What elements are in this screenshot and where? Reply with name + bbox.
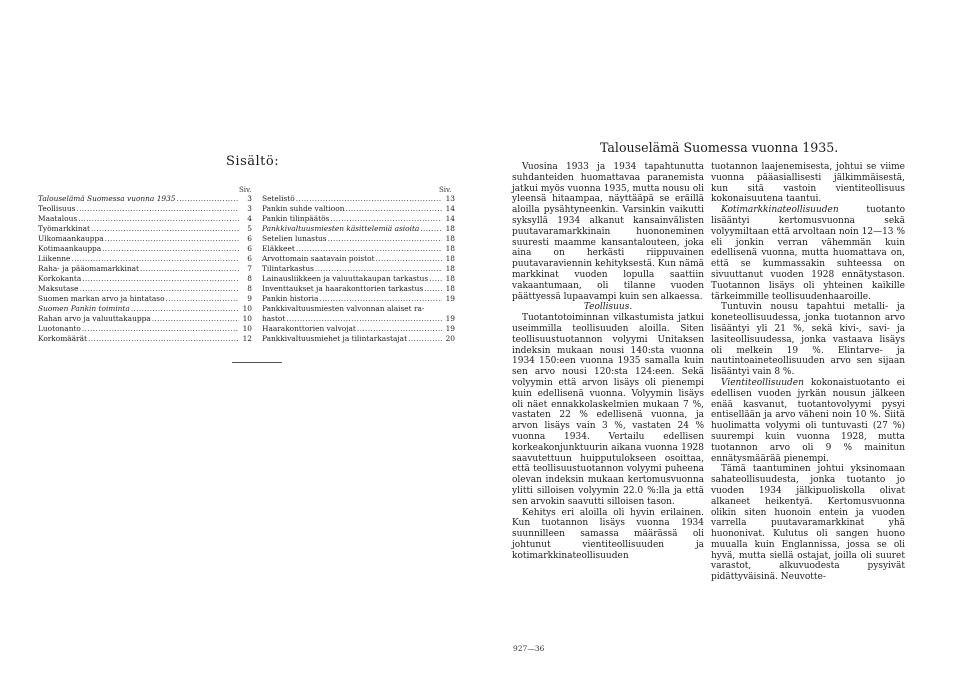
toc-entry-page: 18 <box>445 224 455 233</box>
col2-paragraph-5: Tämä taantuminen johtui yksinomaan sahateollisuudesta, jonka tuotanto jo vuoden 1934 jälkipuoliskolla olivat alkaneet heikentyä. Kertomusvuonna olikin siten huonoin entein ja vuoden varrella puutavaramarkkinat yhä huononivat. Kulutus oli sangen huono muualla kuin Englannissa, jossa se oli hyvä, mutta siellä ostajat, joilla oli suuret varastot, alkuvuodesta pysyivät pidättyväisinä. Neuvotte- <box>711 464 905 583</box>
toc-leader-dots <box>330 214 442 224</box>
toc-entry-page: 7 <box>247 264 252 273</box>
toc-entry <box>38 234 252 244</box>
toc-entry-label: Tilintarkastus <box>262 264 314 273</box>
toc-entry-page: 10 <box>242 314 252 323</box>
toc-entry-label: Pankkivaltuusmiesten käsittelemiä asioita <box>262 224 420 233</box>
toc-entry <box>38 304 252 314</box>
toc-leader-dots <box>357 324 442 334</box>
toc-entry <box>262 214 455 224</box>
toc-entry-label: Työmarkkinat <box>38 224 90 233</box>
toc-leader-dots <box>177 194 240 204</box>
toc-entry <box>38 214 252 224</box>
toc-entry <box>38 224 252 234</box>
toc-entry <box>38 244 252 254</box>
toc-leader-dots <box>296 194 442 204</box>
toc-leader-dots <box>408 334 442 344</box>
toc-entry <box>262 314 455 324</box>
toc-leader-dots <box>166 294 239 304</box>
toc-entry-page: 12 <box>242 334 252 343</box>
toc-entry-label: Setelistö <box>262 194 295 203</box>
toc-entry <box>38 334 252 344</box>
toc-leader-dots <box>131 304 239 314</box>
toc-entry-page: 3 <box>247 194 252 203</box>
toc-entry <box>262 204 455 214</box>
toc-entry-label: Haarakonttorien valvojat <box>262 324 356 333</box>
col2-paragraph-1: tuotannon laajenemisesta, johtui se viime vuonna pääasiallisesti jälkimmäisestä, kun sitä vastoin vientiteollisuus kokonaisuutena taantui. <box>711 162 905 205</box>
toc-entry-page: 8 <box>247 284 252 293</box>
col2-paragraph-2 <box>711 205 905 302</box>
toc-leader-dots <box>429 274 442 284</box>
toc-entry <box>38 274 252 284</box>
toc-entry-label: Pankkivaltuusmiehet ja tilintarkastajat <box>262 334 408 343</box>
toc-entry-page: 19 <box>445 324 455 333</box>
toc-entry <box>262 194 455 204</box>
toc-entry <box>262 234 455 244</box>
toc-entry-label: Kotimaankauppa <box>38 244 102 253</box>
toc-entry-label: Teollisuus <box>38 204 76 213</box>
section-heading-teollisuus: Teollisuus. <box>583 302 633 313</box>
toc-entry <box>262 284 455 294</box>
toc-entry <box>262 304 455 314</box>
toc-entry <box>38 324 252 334</box>
toc-entry <box>262 274 455 284</box>
toc-entry <box>262 224 455 234</box>
toc-entry-label: Korkomäärät <box>38 334 87 343</box>
toc-entry <box>262 324 455 334</box>
toc-entry <box>262 334 455 344</box>
toc-entry-page: 18 <box>445 284 455 293</box>
toc-leader-dots <box>286 314 442 324</box>
toc-entry <box>262 294 455 304</box>
toc-leader-dots <box>80 284 239 294</box>
col2-paragraph-4-text: kokonaistuotanto ei edellisen vuoden jyrkän nousun jälkeen enää kasvanut, tuotantovolyymi pysyi entisellään ja arvo väheni noin 10 %. Siitä huolimatta volyymi oli tuntuvasti (27 %) suurempi kuin vuonna 1928, mutta tuotannon arvo oli 9 % mainitun ennätysmäärää pienempi. <box>711 377 905 464</box>
toc-entry-page: 18 <box>445 234 455 243</box>
toc-leader-dots <box>376 254 442 264</box>
toc-entry-label: Maksutase <box>38 284 79 293</box>
col1-paragraph-3: Kehitys eri aloilla oli hyvin erilainen. Kun tuotannon lisäys vuonna 1934 suunnilleen samassa määrässä oli johtunut vientiteollisuuden ja kotimarkkinateollisuuden <box>512 507 704 561</box>
toc-entry-label: Pankin historia <box>262 294 319 303</box>
toc-entry-page: 19 <box>445 294 455 303</box>
toc-entry <box>38 284 252 294</box>
toc-entry-label: Suomen markan arvo ja hintataso <box>38 294 165 303</box>
toc-entry-page: 14 <box>445 214 455 223</box>
toc-entry <box>38 204 252 214</box>
toc-entry <box>38 194 252 204</box>
toc-entry <box>38 314 252 324</box>
toc-entry-label: Inventtaukset ja haarakonttorien tarkastus <box>262 284 424 293</box>
col2-paragraph-2-text: tuotanto lisääntyi kertomusvuonna sekä volyymiltaan että arvoltaan noin 12—13 % eli jonkin verran vähemmän kuin edellisenä vuonna, mutta huomattava on, että se kummassakin suhteessa on sivuuttanut vuoden 1928 ennätystason. Tuotannon lisäys oli yhteinen kaikille tärkeimmille teollisuudenhaaroille. <box>711 205 905 302</box>
toc-leader-dots <box>82 324 239 334</box>
col2-paragraph-3: Tuntuvin nousu tapahtui metalli- ja koneteollisuudessa, jonka tuotannon arvo lisääntyi yli 21 %, sekä kivi-, savi- ja lasiteollisuudessa, jonka vastaava lisäys oli melkein 19 %. Elintarve- ja nautintoaineteollisuuden arvo sen sijaan lisääntyi vain 8 %. <box>711 302 905 378</box>
toc-entry-page: 18 <box>445 274 455 283</box>
toc-leader-dots <box>82 274 239 284</box>
toc-right-siv-label: Siv. <box>439 186 452 194</box>
toc-leader-dots <box>105 234 239 244</box>
print-signature: 927—36 <box>513 644 545 653</box>
toc-entry-label: Setelien lunastus <box>262 234 327 243</box>
toc-entry-label: Rahan arvo ja valuuttakauppa <box>38 314 151 323</box>
toc-entry-page: 4 <box>247 214 252 223</box>
toc-leader-dots <box>152 314 239 324</box>
toc-title: Sisältö: <box>226 154 280 169</box>
toc-entry-page: 18 <box>445 244 455 253</box>
toc-leader-dots <box>296 244 442 254</box>
toc-leader-dots <box>315 264 442 274</box>
toc-entry <box>262 254 455 264</box>
toc-entry-page: 3 <box>247 204 252 213</box>
toc-entry-label: Talouselämä Suomessa vuonna 1935 <box>38 194 176 203</box>
toc-entry <box>262 264 455 274</box>
col1-paragraph-2: Tuotantotoiminnan vilkastumista jatkui useimmilla teollisuuden aloilla. Siten teollisuustuotannon volyymi Unitaksen indeksin mukaan nousi 140:sta vuonna 1934 150:een vuonna 1935 samalla kuin sen arvo nousi 120:sta 124:een. Sekä volyymin että arvon lisäys oli pienempi kuin edellisenä vuonna. Volyymin lisäys oli näet ennakkolaskelmien mukaan 7 %, vastaten 22 % edellisenä vuonna, ja arvon lisäys vain 3 %, vastaten 24 % vuonna 1934. Vertailu edellisen korkeakonjunktuurin aikana vuonna 1928 saavutettuun huipputulokseen osoittaa, että teollisuustuotannon volyymi puheena olevan indeksin mukaan kertomusvuonna ylitti silloisen volyymin 22.0 %:lla ja että sen arvokin saavutti silloisen tason. <box>512 313 704 507</box>
toc-entry <box>262 244 455 254</box>
toc-leader-dots <box>140 264 239 274</box>
toc-leader-dots <box>102 244 239 254</box>
toc-leader-dots <box>71 254 239 264</box>
toc-entry-page: 13 <box>445 194 455 203</box>
toc-entry <box>38 264 252 274</box>
toc-leader-dots <box>328 234 442 244</box>
toc-entry-page: 14 <box>445 204 455 213</box>
toc-entry-label: hastot <box>262 314 286 323</box>
toc-entry-label: Maatalous <box>38 214 78 223</box>
toc-entry-label: Liikenne <box>38 254 71 263</box>
article-column-2 <box>711 162 905 583</box>
toc-leader-dots <box>88 334 239 344</box>
toc-leader-dots <box>424 284 442 294</box>
col2-paragraph-4-lead: Vientiteollisuuden <box>721 377 804 388</box>
toc-leader-dots <box>91 224 239 234</box>
col1-paragraph-1: Vuosina 1933 ja 1934 tapahtunutta suhdanteiden huomattavaa paranemista jatkui myös vuonna 1935, mutta nousu oli yleensä hitaampaa, näyttääpä se eräillä aloilla pysähtyneenkin. Varsinkin vaikutti syksyllä 1934 alkanut kansainvälisten puutavaramarkkinain huononeminen suuresti maamme kansantalouteen, joka aina on herkästi riippuvainen puutavaraviennin kehityksestä. Kun nämä markkinat vuoden lopulla saattiin vakaantumaan, oli tilanne vuoden päättyessä lupaavampi kuin sen alkaessa. <box>512 162 704 302</box>
toc-divider-rule <box>232 362 282 363</box>
toc-entry-page: 5 <box>247 224 252 233</box>
toc-entry-label: Luotonanto <box>38 324 81 333</box>
toc-entry-label: Suomen Pankin toiminta <box>38 304 130 313</box>
toc-entry <box>38 254 252 264</box>
toc-entry-label: Korkokanta <box>38 274 82 283</box>
toc-entry-page: 6 <box>247 244 252 253</box>
toc-left-siv-label: Siv. <box>239 186 252 194</box>
col2-paragraph-2-lead: Kotimarkkinateollisuuden <box>721 205 839 216</box>
toc-entry-page: 10 <box>242 304 252 313</box>
toc-entry-label: Lainausliikkeen ja valuuttakaupan tarkastus <box>262 274 429 283</box>
toc-entry-label: Arvottomain saatavain poistot <box>262 254 375 263</box>
toc-entry-label: Raha- ja pääomamarkkinat <box>38 264 140 273</box>
toc-leader-dots <box>78 214 239 224</box>
toc-entry-label: Pankin suhde valtioon <box>262 204 345 213</box>
toc-leader-dots <box>76 204 239 214</box>
toc-entry-page: 18 <box>445 254 455 263</box>
toc-leader-dots <box>420 224 442 234</box>
toc-entry-page: 19 <box>445 314 455 323</box>
toc-entry-page: 6 <box>247 234 252 243</box>
toc-entry-label: Eläkkeet <box>262 244 295 253</box>
toc-entry-label: Pankin tilinpäätös <box>262 214 330 223</box>
col2-paragraph-4 <box>711 378 905 464</box>
toc-left-column <box>38 194 252 344</box>
toc-leader-dots <box>345 204 442 214</box>
toc-entry-label: Pankkivaltuusmiesten valvonnan alaiset ra- <box>262 304 425 313</box>
toc-entry <box>38 294 252 304</box>
article-title: Talouselämä Suomessa vuonna 1935. <box>600 140 839 155</box>
toc-entry-page: 20 <box>445 334 455 343</box>
toc-entry-page: 8 <box>247 274 252 283</box>
toc-leader-dots <box>319 294 442 304</box>
toc-entry-page: 9 <box>247 294 252 303</box>
toc-right-column <box>262 194 455 344</box>
toc-entry-page: 10 <box>242 324 252 333</box>
article-column-1 <box>512 162 704 561</box>
toc-entry-page: 6 <box>247 254 252 263</box>
toc-entry-label: Ulkomaankauppa <box>38 234 104 243</box>
toc-entry-page: 18 <box>445 264 455 273</box>
